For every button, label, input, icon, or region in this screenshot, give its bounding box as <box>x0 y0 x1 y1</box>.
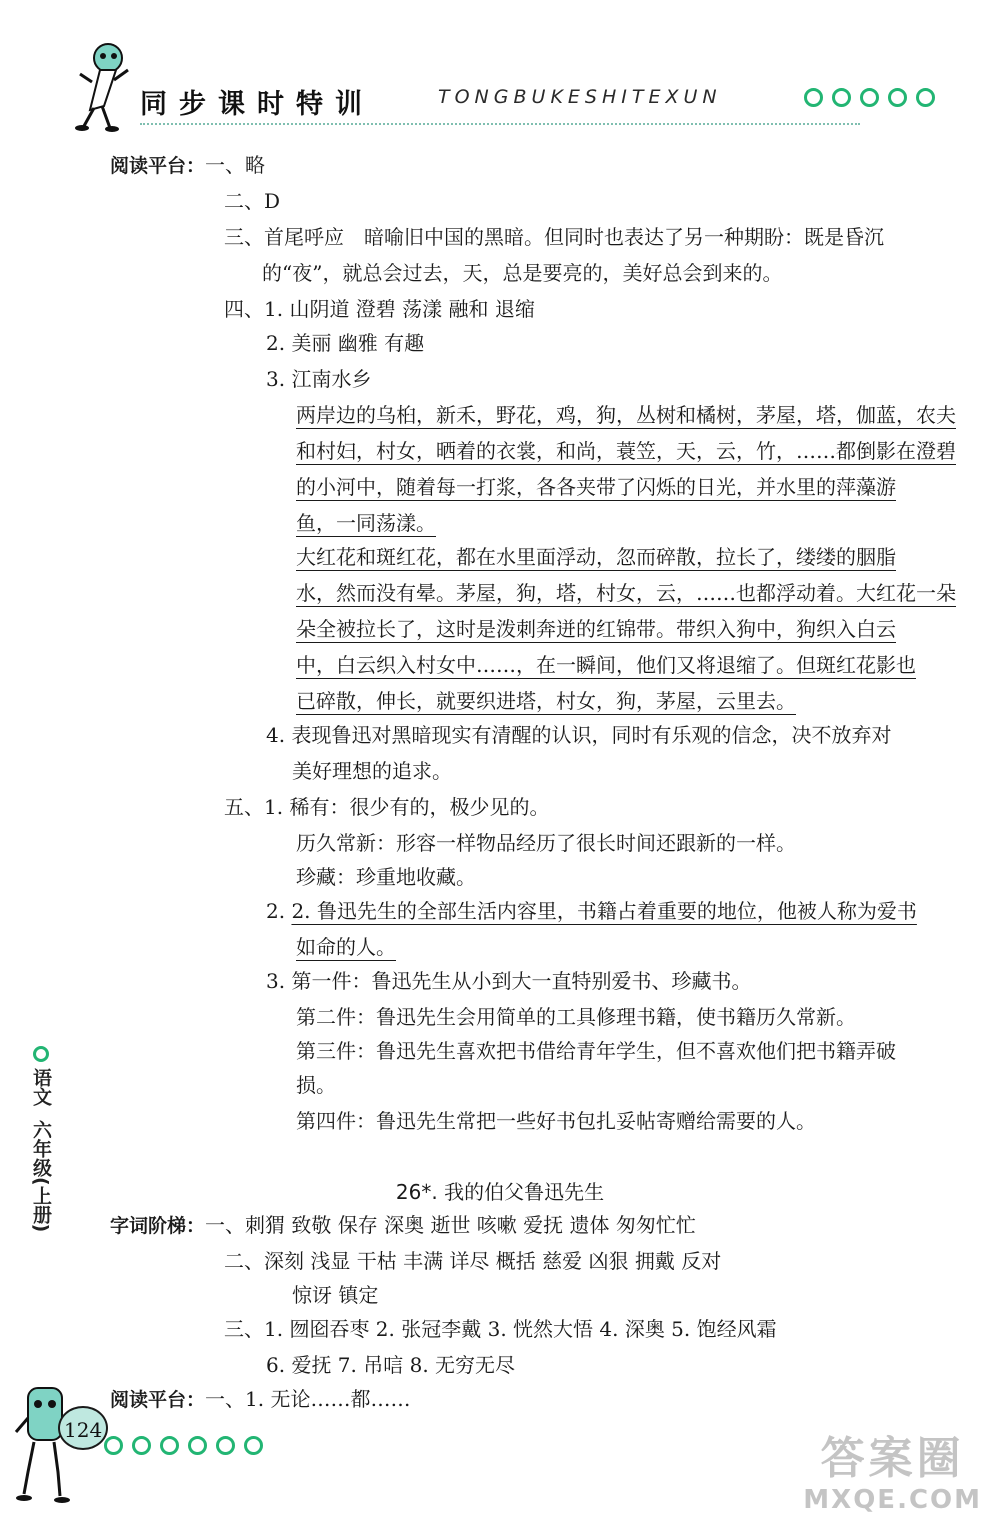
green-ring-icon <box>188 1436 207 1455</box>
section-label: 阅读平台： <box>110 1389 206 1411</box>
watermark-url: MXQE.COM <box>803 1485 982 1515</box>
answer-line: 2. 美丽 幽雅 有趣 <box>266 331 425 355</box>
green-ring-icon <box>132 1436 151 1455</box>
answer-line: 二、D <box>224 189 281 213</box>
answer-line: 第二件：鲁迅先生会用简单的工具修理书籍，使书籍历久常新。 <box>296 1005 856 1029</box>
answer-text: 一、1. 无论……都…… <box>205 1387 411 1411</box>
underlined-text: 2. 鲁迅先生的全部生活内容里，书籍占着重要的地位，他被人称为爱书 <box>291 899 917 923</box>
answer-line: 4. 表现鲁迅对黑暗现实有清醒的认识，同时有乐观的信念，决不放弃对 <box>266 723 892 747</box>
green-ring-icon <box>244 1436 263 1455</box>
answer-line: 五、1. 稀有：很少有的，极少见的。 <box>224 795 550 819</box>
answer-line: 2. 2. 鲁迅先生的全部生活内容里，书籍占着重要的地位，他被人称为爱书 <box>266 899 917 923</box>
green-ring-icon <box>216 1436 235 1455</box>
section-label: 字词阶梯： <box>110 1215 206 1237</box>
answer-line: 3. 第一件：鲁迅先生从小到大一直特别爱书、珍藏书。 <box>266 969 752 993</box>
answer-text: 一、刺猬 致敬 保存 深奥 逝世 咳嗽 爱抚 遗体 匆匆忙忙 <box>205 1213 696 1237</box>
footer-rings <box>104 1436 263 1455</box>
answer-line: 的“夜”，就总会过去，天，总是要亮的，美好总会到来的。 <box>262 261 783 285</box>
page-number: 124 <box>64 1418 103 1442</box>
side-label <box>26 1046 56 1232</box>
green-ring-icon <box>33 1046 49 1062</box>
underlined-line: 中，白云织入村女中……，在一瞬间，他们又将退缩了。但斑红花影也 <box>296 653 916 677</box>
underlined-line: 鱼，一同荡漾。 <box>296 511 436 535</box>
answer-line: 第三件：鲁迅先生喜欢把书借给青年学生，但不喜欢他们把书籍弄破 <box>296 1039 896 1063</box>
answer-text: 一、略 <box>205 153 266 177</box>
header-title: 同步课时特训 <box>140 89 374 120</box>
green-ring-icon <box>916 88 935 107</box>
answer-line: 历久常新：形容一样物品经历了很长时间还跟新的一样。 <box>296 831 796 855</box>
grade-label: 六年级(上册) <box>30 1120 52 1233</box>
underlined-line: 大红花和斑红花，都在水里面浮动，忽而碎散，拉长了，缕缕的胭脂 <box>296 545 896 569</box>
underlined-line: 朵全被拉长了，这时是泼刺奔迸的红锦带。带织入狗中，狗织入白云 <box>296 617 896 641</box>
header-pinyin: TONGBUKESHITEXUN <box>438 86 722 108</box>
green-ring-icon <box>832 88 851 107</box>
watermark <box>803 1433 982 1515</box>
underlined-line: 的小河中，随着每一打浆，各各夹带了闪烁的日光，并水里的萍藻游 <box>296 475 896 499</box>
answer-line: 6. 爱抚 7. 吊唁 8. 无穷无尽 <box>266 1353 516 1377</box>
underlined-line: 如命的人。 <box>296 935 396 959</box>
watermark-logo-text: 答案圈 <box>820 1433 965 1484</box>
answer-line: 三、首尾呼应 暗喻旧中国的黑暗。但同时也表达了另一种期盼：既是昏沉 <box>224 225 884 249</box>
answer-line: 3. 江南水乡 <box>266 367 372 391</box>
answer-line <box>110 1210 696 1241</box>
answer-line: 珍藏：珍重地收藏。 <box>296 865 476 889</box>
answer-line: 三、1. 囫囵吞枣 2. 张冠李戴 3. 恍然大悟 4. 深奥 5. 饱经风霜 <box>224 1317 777 1341</box>
answer-line <box>110 150 265 181</box>
underlined-line: 和村妇，村女，晒着的衣裳，和尚，蓑笠，天，云，竹，……都倒影在澄碧 <box>296 439 956 463</box>
answer-line: 惊讶 镇定 <box>292 1283 379 1307</box>
answer-line: 损。 <box>296 1073 336 1097</box>
green-ring-icon <box>804 88 823 107</box>
answer-line: 四、1. 山阴道 澄碧 荡漾 融和 退缩 <box>224 297 535 321</box>
underlined-line: 水，然而没有晕。茅屋，狗，塔，村女，云，……也都浮动着。大红花一朵 <box>296 581 956 605</box>
answer-line: 美好理想的追求。 <box>292 759 452 783</box>
header-divider <box>140 123 860 125</box>
answer-line <box>110 1384 410 1415</box>
subject-label: 语文 <box>30 1068 52 1106</box>
green-ring-icon <box>860 88 879 107</box>
underlined-line: 已碎散，伸长，就要织进塔，村女，狗，茅屋，云里去。 <box>296 689 796 713</box>
green-ring-icon <box>160 1436 179 1455</box>
green-ring-icon <box>888 88 907 107</box>
header-rings <box>804 88 935 107</box>
underlined-line: 两岸边的乌桕，新禾，野花，鸡，狗，丛树和橘树，茅屋，塔，伽蓝，农夫 <box>296 403 956 427</box>
mascot-icon <box>70 40 136 132</box>
section-label: 阅读平台： <box>110 155 206 177</box>
green-ring-icon <box>104 1436 123 1455</box>
lesson-title: 26*. 我的伯父鲁迅先生 <box>395 1180 605 1204</box>
answer-line: 二、深刻 浅显 干枯 丰满 详尽 概括 慈爱 凶狠 拥戴 反对 <box>224 1249 722 1273</box>
answer-line: 第四件：鲁迅先生常把一些好书包扎妥帖寄赠给需要的人。 <box>296 1109 816 1133</box>
